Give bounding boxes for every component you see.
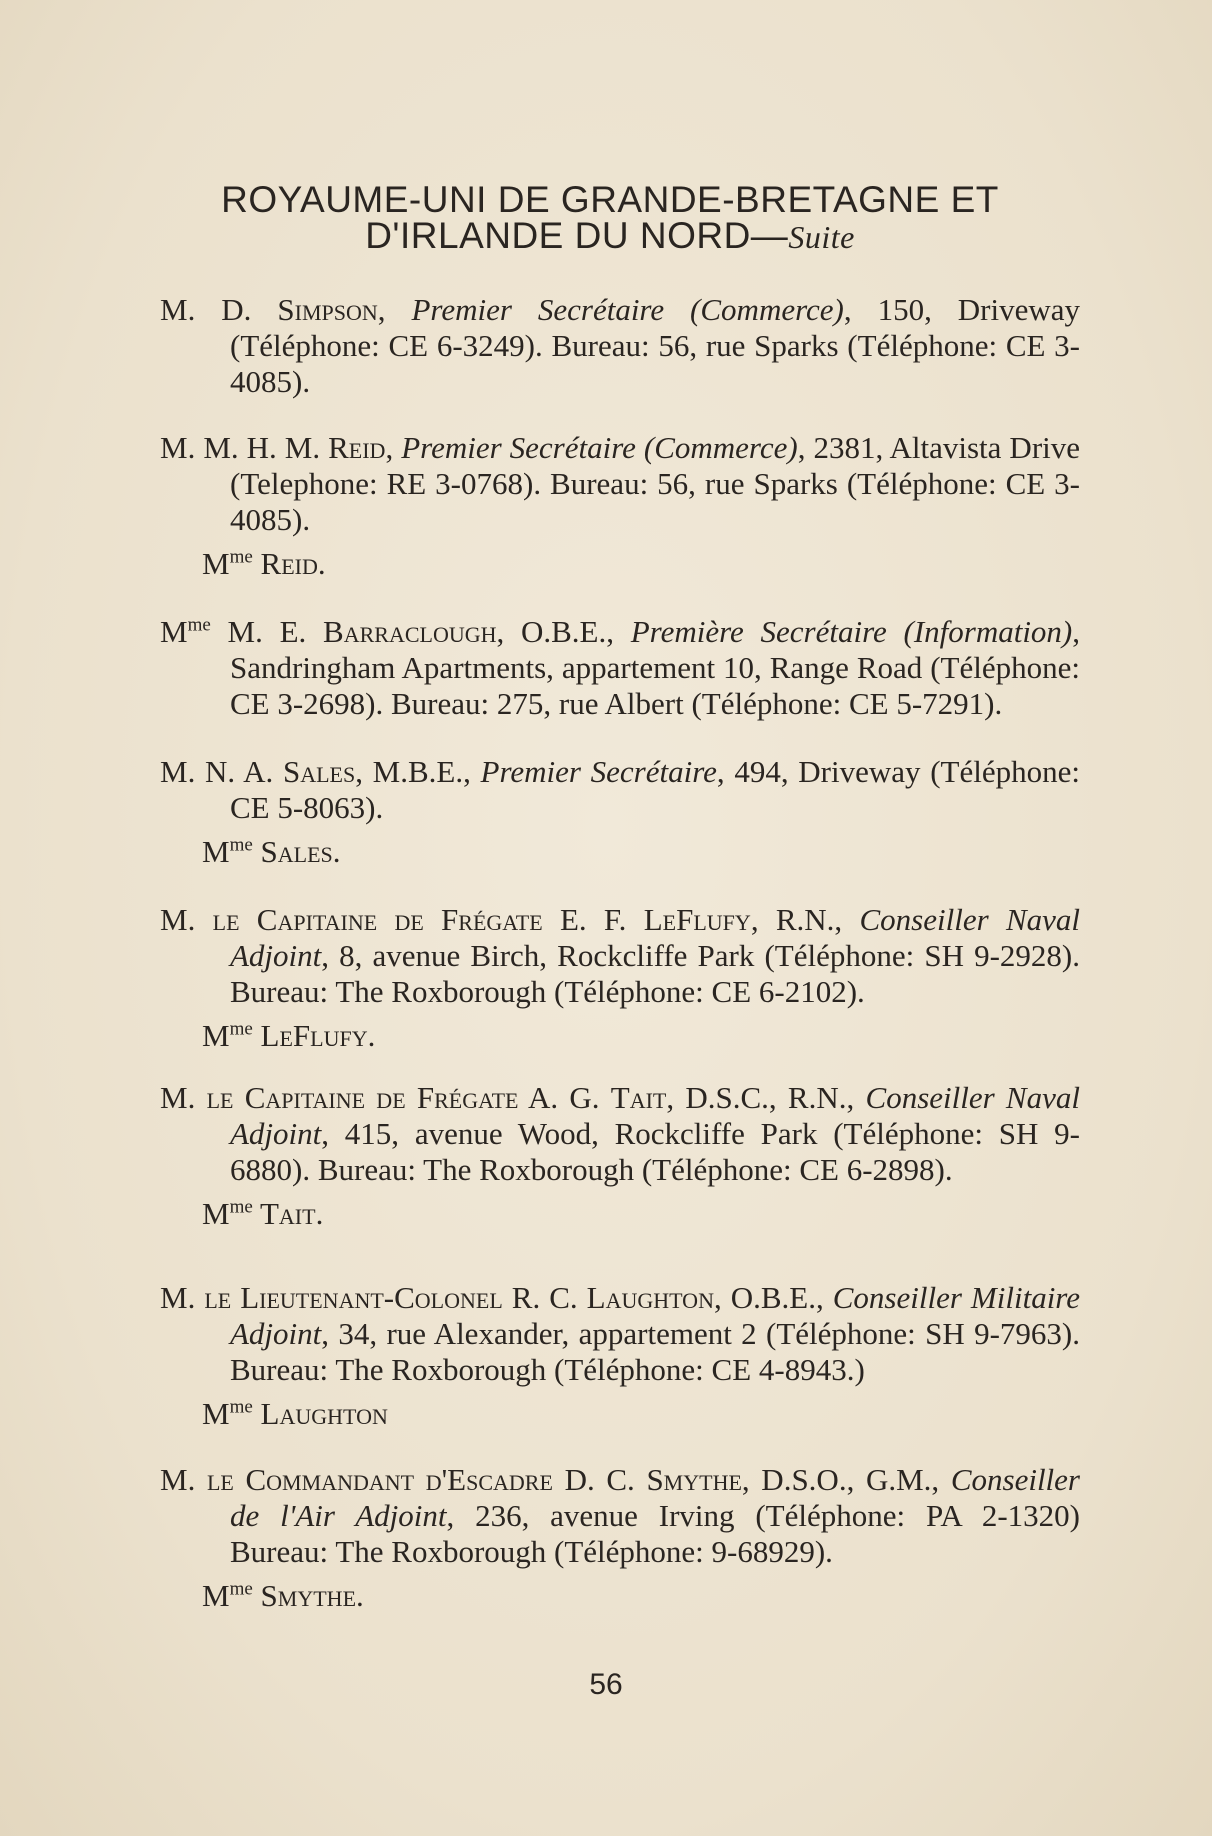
spouse-title: M bbox=[202, 834, 230, 869]
entry-prefix: M. D. bbox=[160, 292, 278, 327]
entry-rank: le Capitaine de Frégate bbox=[206, 1080, 519, 1115]
spouse-title-sup: me bbox=[229, 1396, 253, 1418]
entry-details: , 236, avenue Irving (Téléphone: PA 2-1320) Bureau: The Roxborough (Téléphone: 9-68929). bbox=[230, 1498, 1080, 1569]
entry-rank: le Lieutenant-Colonel bbox=[204, 1280, 503, 1315]
entry-initials: E. F. bbox=[542, 902, 644, 937]
spouse-title: M bbox=[202, 1396, 230, 1431]
entry-honours: , R.N., bbox=[750, 902, 860, 937]
spouse-name: Smythe. bbox=[252, 1578, 364, 1613]
section-heading bbox=[150, 179, 1070, 256]
directory-entry-simpson bbox=[160, 292, 1080, 400]
entry-text bbox=[160, 1080, 1080, 1188]
entry-text bbox=[160, 754, 1080, 826]
directory-entry-sales bbox=[160, 754, 1080, 870]
spouse-line bbox=[202, 1396, 1080, 1432]
spouse-title: M bbox=[202, 1196, 230, 1231]
directory-entry-barraclough bbox=[160, 614, 1080, 722]
entry-text bbox=[160, 1280, 1080, 1388]
entry-name: Laughton bbox=[586, 1280, 714, 1315]
spouse-title: M bbox=[202, 546, 230, 581]
entry-prefix: M. bbox=[160, 902, 213, 937]
entry-name: Sales bbox=[282, 754, 356, 789]
spouse-line bbox=[202, 1196, 1080, 1232]
heading-suite: Suite bbox=[788, 219, 855, 255]
entry-details: , 494, Driveway (Téléphone: CE 5-8063). bbox=[230, 754, 1080, 825]
entry-prefix: M. N. A. bbox=[160, 754, 283, 789]
entry-prefix-m: M bbox=[160, 614, 188, 649]
entry-initials: A. G. bbox=[518, 1080, 611, 1115]
entry-details: , 150, Driveway (Téléphone: CE 6-3249). Bureau: 56, rue Sparks (Téléphone: CE 3-4085). bbox=[230, 292, 1081, 399]
entry-prefix: M. M. H. M. bbox=[160, 430, 329, 465]
entry-title: Premier Secrétaire (Commerce) bbox=[401, 430, 798, 465]
entry-name: Smythe bbox=[646, 1462, 742, 1497]
directory-list bbox=[160, 292, 1080, 1614]
spouse-title-sup: me bbox=[229, 834, 253, 856]
directory-entry-tait bbox=[160, 1080, 1080, 1232]
entry-honours: , M.B.E., bbox=[355, 754, 481, 789]
entry-name: Tait bbox=[610, 1080, 667, 1115]
spouse-title-sup: me bbox=[229, 546, 253, 568]
entry-text bbox=[160, 902, 1080, 1010]
entry-text bbox=[160, 430, 1080, 538]
spouse-line bbox=[202, 1018, 1080, 1054]
directory-entry-laughton bbox=[160, 1280, 1080, 1432]
entry-title: Conseiller Militaire Adjoint bbox=[230, 1280, 1080, 1351]
entry-rank: le Capitaine de Frégate bbox=[212, 902, 543, 937]
heading-line-2 bbox=[150, 215, 1070, 256]
entry-honours: , D.S.C., R.N., bbox=[666, 1080, 866, 1115]
directory-entry-reid bbox=[160, 430, 1080, 582]
heading-line-2-text: D'IRLANDE DU NORD— bbox=[365, 215, 789, 256]
entry-details: , 415, avenue Wood, Rockcliffe Park (Téléphone: SH 9-6880). Bureau: The Roxborough (Téléphone: CE 6-2898). bbox=[230, 1116, 1080, 1187]
spouse-name: Laughton bbox=[252, 1396, 388, 1431]
spouse-name: Tait. bbox=[252, 1196, 324, 1231]
entry-honours: , O.B.E., bbox=[496, 614, 631, 649]
entry-text bbox=[160, 292, 1080, 400]
entry-title: Premier Secrétaire (Commerce) bbox=[411, 292, 844, 327]
spouse-title-sup: me bbox=[229, 1018, 253, 1040]
entry-initials: R. C. bbox=[502, 1280, 587, 1315]
entry-prefix-sup: me bbox=[187, 614, 211, 636]
entry-details: , 34, rue Alexander, appartement 2 (Téléphone: SH 9-7963). Bureau: The Roxborough (Téléphone: CE 4-8943.) bbox=[230, 1316, 1080, 1387]
spouse-name: LeFlufy. bbox=[252, 1018, 376, 1053]
spouse-title-sup: me bbox=[229, 1578, 253, 1600]
directory-entry-smythe bbox=[160, 1462, 1080, 1614]
spouse-line bbox=[202, 834, 1080, 870]
entry-details: , 2381, Altavista Drive (Telephone: RE 3-0768). Bureau: 56, rue Sparks (Téléphone: CE 3-4085). bbox=[230, 430, 1081, 537]
entry-rank: le Commandant d'Escadre bbox=[206, 1462, 553, 1497]
spouse-title: M bbox=[202, 1018, 230, 1053]
spouse-name: Reid. bbox=[252, 546, 326, 581]
entry-prefix: M. bbox=[160, 1462, 207, 1497]
entry-separator: , bbox=[385, 430, 402, 465]
entry-details: , Sandringham Apartments, appartement 10, Range Road (Téléphone: CE 3-2698). Bureau: 275, rue Albert (Téléphone: CE 5-7291). bbox=[230, 614, 1081, 721]
entry-details: , 8, avenue Birch, Rockcliffe Park (Téléphone: SH 9-2928). Bureau: The Roxborough (Téléphone: CE 6-2102). bbox=[230, 938, 1080, 1009]
entry-name: Barraclough bbox=[323, 614, 497, 649]
spouse-title: M bbox=[202, 1578, 230, 1613]
entry-title: Conseiller Naval Adjoint bbox=[230, 902, 1080, 973]
spouse-line bbox=[202, 546, 1080, 582]
entry-name: Simpson bbox=[277, 292, 378, 327]
entry-title: Premier Secrétaire bbox=[480, 754, 717, 789]
directory-entry-leflufy bbox=[160, 902, 1080, 1054]
entry-separator: , bbox=[377, 292, 412, 327]
entry-title: Conseiller de l'Air Adjoint bbox=[230, 1462, 1080, 1533]
entry-honours: , D.S.O., G.M., bbox=[741, 1462, 951, 1497]
entry-initials: D. C. bbox=[552, 1462, 647, 1497]
entry-name: Reid bbox=[328, 430, 386, 465]
entry-prefix: M. bbox=[160, 1080, 207, 1115]
spouse-line bbox=[202, 1578, 1080, 1614]
entry-prefix: M. E. bbox=[210, 614, 324, 649]
entry-honours: , O.B.E., bbox=[713, 1280, 833, 1315]
entry-text bbox=[160, 1462, 1080, 1570]
entry-title: Conseiller Naval Adjoint bbox=[230, 1080, 1080, 1151]
page-number: 56 bbox=[589, 1668, 623, 1701]
entry-title: Première Secrétaire (Information) bbox=[630, 614, 1073, 649]
entry-text bbox=[160, 614, 1080, 722]
spouse-title-sup: me bbox=[229, 1196, 253, 1218]
heading-line-1: ROYAUME-UNI DE GRANDE-BRETAGNE ET bbox=[221, 179, 999, 220]
spouse-name: Sales. bbox=[252, 834, 341, 869]
entry-prefix: M. bbox=[160, 1280, 205, 1315]
entry-name: LeFlufy bbox=[643, 902, 751, 937]
